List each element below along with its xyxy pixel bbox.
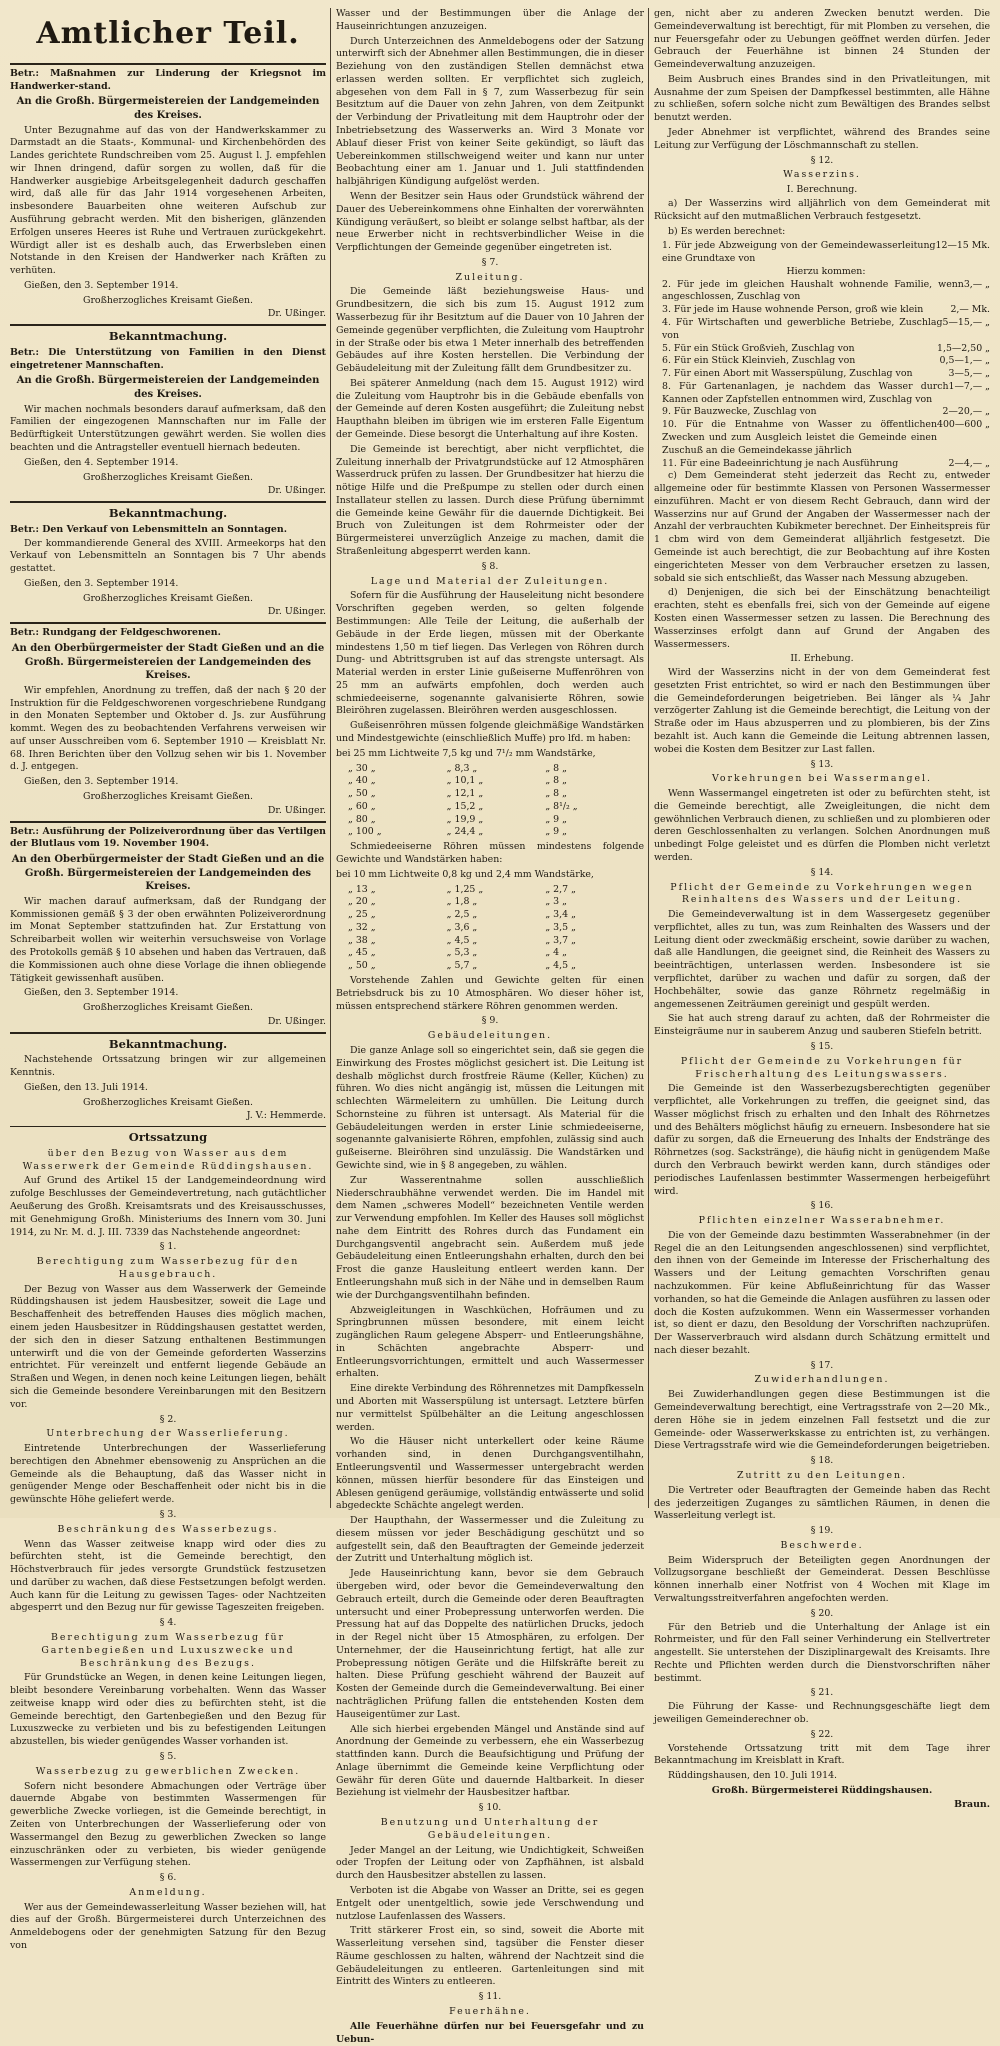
masthead: Amtlicher Teil. xyxy=(36,16,300,51)
paragraph-text: Tritt stärkerer Frost ein, so sind, soweit die Aborte mit Wasserleitung versehen sind, tagsüber die Fenster dieser Räume geschlossen zu halten, während der Nachtzeit sind die Gebäudeleitungen zu entleeren. Gartenleitungen sind mit Eintritt des Winters zu entleeren. xyxy=(336,1925,644,1988)
paragraph-number: § 7. xyxy=(481,256,499,268)
paragraph-number: § 4. xyxy=(159,1617,177,1629)
tariff-row: 11. Für eine Badeeinrichtung je nach Ausführung 2—4,— „ xyxy=(662,457,990,469)
paragraph-heading: Benutzung und Unterhaltung der Gebäudeleitungen. xyxy=(380,1817,600,1841)
paragraph-number: § 14. xyxy=(810,866,834,878)
table-header: bei 25 mm Lichtweite 7,5 kg und 7¹/₂ mm Wandstärke, xyxy=(336,747,596,759)
paragraph-text: Abzweigleitungen in Waschküchen, Hofräumen und zu Springbrunnen müssen besondere, mit einem leicht zugänglichen Raum gelegene Absperr- und Entleerungshähne, in Schächten angebrachte Absperr- und Entleerungsvorrichtungen, ermittelt und auch Wassermesser erhalten. xyxy=(336,1304,644,1380)
paragraph-text: Beim Widerspruch der Beteiligten gegen Anordnungen der Vollzugsorgane beschließt der Gemeinderat. Dessen Beschlüsse können innerhalb einer Notfrist von 4 Wochen mit Klage im Verwaltungsstreitverfahren angefochten werden. xyxy=(654,1554,990,1604)
paragraph-text: Vorstehende Ortssatzung tritt mit dem Tage ihrer Bekanntmachung im Kreisblatt in Kraft. xyxy=(654,1742,990,1767)
paragraph-text: Die Gemeinde ist den Wasserbezugsberechtigten gegenüber verpflichtet, alle Vorkehrungen zu treffen, die geeignet sind, das Wasser möglichst frisch zu erhalten und den Inhalt des Röhrnetzes und des Behälters möglichst häufig zu erneuern. Insbesondere hat sie dafür zu sorgen, daß die Erneuerung des Inhalts der Endstränge des Röhrnetzes (sog. Sackstränge), die häufig nicht in genügendem Maße durch den Verbrauch bewirkt werden kann, durch ständiges oder periodisches Laufenlassen bestimmter Wassermengen herbeigeführt wird. xyxy=(654,1083,990,1197)
paragraph-text: Vorstehende Zahlen und Gewichte gelten für einen Betriebsdruck bis zu 10 Atmosphären. Wo dieser höher ist, müssen entsprechend stärkere Röhren genommen werden. xyxy=(336,975,644,1012)
tariff-list xyxy=(662,240,990,470)
notice-signature: Dr. Ußinger. xyxy=(267,606,326,618)
paragraph-text: Durch Unterzeichnen des Anmeldebogens oder der Satzung unterwirft sich der Abnehmer allen Bestimmungen, die in dieser Beziehung von den zuständigen Stellen demnächst etwa erlassen werden sollten. Er verpflichtet sich zugleich, abgesehen von dem Fall in § 7, zum Wasserbezug für sein Besitztum auf die Dauer von zehn Jahren, von dem Zeitpunkt der Verbindung der Privatleitung mit dem Hauptrohr oder der Inbetriebsetzung des Wasserwerks an. Wird 3 Monate vor Ablauf dieser Frist von keiner Seite gekündigt, so läuft das Uebereinkommen stillschweigend weiter und kann nur unter Beobachtung einer am 1. Januar und 1. Juli stattfindenden halbjährigen Kündigung aufgelöst werden. xyxy=(336,35,644,188)
paragraph-number: § 17. xyxy=(810,1359,834,1371)
paragraph-text: Wenn der Besitzer sein Haus oder Grundstück während der Dauer des Uebereinkommens ohne Einhalten der vorerwähnten Kündigung veräußert, so bleibt er solange selbst haftbar, als der neue Erwerber nicht in rechtsverbindlicher Weise in die Verpflichtungen der Gemeinde gegenüber eingetreten ist. xyxy=(336,190,644,254)
paragraph-text: Alle Feuerhähne dürfen nur bei Feuersgefahr und zu Uebun- xyxy=(336,2020,644,2045)
paragraph-text: b) Es werden berechnet: xyxy=(668,225,786,237)
paragraph-number: § 13. xyxy=(810,758,834,770)
paragraph-number: § 2. xyxy=(159,1413,177,1425)
notice-subject: Betr.: Rundgang der Feldgeschworenen. xyxy=(10,627,221,639)
paragraph-number: § 1. xyxy=(159,1241,177,1253)
paragraph-heading: Unterbrechung der Wasserlieferung. xyxy=(46,1428,290,1440)
paragraph-heading: Anmeldung. xyxy=(129,1886,207,1898)
notice-subject: Betr.: Ausführung der Polizeiverordnung über das Vertilgen der Blutlaus vom 19. November 1904. xyxy=(10,825,326,850)
notice-signature: Dr. Ußinger. xyxy=(267,1015,326,1027)
notice-title: Bekanntmachung. xyxy=(108,1036,228,1051)
notice-addressee: An den Oberbürgermeister der Stadt Gießen und an die Großh. Bürgermeistereien der Landgemeinden des Kreises. xyxy=(11,642,325,682)
notice-subject: Betr.: Den Verkauf von Lebensmitteln an Sonntagen. xyxy=(10,523,287,535)
tariff-row: 7. Für einen Abort mit Wasserspülung, Zuschlag von 3—5,— „ xyxy=(662,368,990,380)
table-row: „ 80 „ „ 19,9 „ „ 9 „ xyxy=(348,813,567,825)
statute-office: Großh. Bürgermeisterei Rüddingshausen. xyxy=(711,1784,933,1796)
table-row: „ 50 „ „ 12,1 „ „ 8 „ xyxy=(348,788,567,800)
notice-4 xyxy=(10,627,326,817)
tariff-row: 2. Für jede im gleichen Haushalt wohnende Familie, wenn angeschlossen, Zuschlag von 3,— „ xyxy=(662,278,990,303)
column-rule xyxy=(648,8,649,1508)
paragraph-text: Eintretende Unterbrechungen der Wasserlieferung berechtigen den Abnehmer ebensowenig zu Ansprüchen an die Gemeinde als die Behauptung, daß das Wasser nicht in genügender Menge oder Beschaffenheit oder nicht bis in die gewünschte Höhe geliefert werde. xyxy=(10,1443,326,1506)
table-row: „ 40 „ „ 10,1 „ „ 8 „ xyxy=(348,775,567,787)
notice-office: Großherzogliches Kreisamt Gießen. xyxy=(82,294,254,306)
table-row: „ 30 „ „ 8,3 „ „ 8 „ xyxy=(348,762,567,774)
paragraph-heading: Vorkehrungen bei Wassermangel. xyxy=(711,773,933,785)
paragraph-number: § 11. xyxy=(478,1991,502,2003)
paragraph-text: Wird der Wasserzins nicht in der von dem Gemeinderat fest gesetzten Frist entrichtet, so wird er nach den Bestimmungen über die Gemeindeforderungen beigetrieben. Bei länger als ¼ Jahr verzögerter Zahlung ist die Gemeinde berechtigt, die Leitung von der Straße oder im Haus abzusperren und zu plombieren, bis der Zins bezahlt ist. Auch kann die Gemeinde die Leitung abtrennen lassen, wobei die Kosten dem Besitzer zur Last fallen. xyxy=(654,667,990,755)
paragraph-number: § 20. xyxy=(810,1607,834,1619)
notice-addressee: An die Großh. Bürgermeistereien der Landgemeinden des Kreises. xyxy=(16,375,320,401)
notice-subject: Betr.: Die Unterstützung von Familien in den Dienst eingetretener Mannschaften. xyxy=(10,346,326,371)
paragraph-heading: Pflicht der Gemeinde zu Vorkehrungen für Frischerhaltung des Leitungswassers. xyxy=(680,1055,964,1080)
paragraph-text: Sie hat auch streng darauf zu achten, daß der Rohrmeister die Einsteigräume nur in sauberem Anzug und sauberen Stiefeln betritt. xyxy=(654,1013,990,1038)
table-row: „ 45 „ „ 5,3 „ „ 4 „ xyxy=(348,947,567,959)
paragraph-text: Wenn Wassermangel eingetreten ist oder zu befürchten steht, ist die Gemeinde berechtigt, alle Zweigleitungen, die nicht dem gewöhnlichen Verbrauch dienen, zu schließen und zu plombieren oder deren Geschlossenhalten zu verlangen. Solchen Anordnungen muß unbedingt Folge geleistet und es dürfen die Plomben nicht verletzt werden. xyxy=(654,788,990,863)
divider xyxy=(10,821,326,823)
statute-date: Rüddingshausen, den 10. Juli 1914. xyxy=(668,1770,838,1782)
paragraph-number: § 5. xyxy=(159,1751,177,1763)
tariff-row: 3. Für jede im Hause wohnende Person, groß wie klein 2,— Mk. xyxy=(662,304,990,316)
paragraph-heading: Berechtigung zum Wasserbezug für den Hausgebrauch. xyxy=(36,1256,300,1280)
tariff-row: 6. Für ein Stück Kleinvieh, Zuschlag von 0,5—1,— „ xyxy=(662,355,990,367)
divider xyxy=(10,1126,326,1127)
paragraph-text: Bei späterer Anmeldung (nach dem 15. August 1912) wird die Zuleitung vom Hauptrohr bis in die Gebäude ebenfalls von der Gemeinde auf deren Kosten ausgeführt; die Zuleitung nebst Haupthahn bleiben im übrigen wie im ersteren Falle Eigentum der Gemeinde. Diese besorgt die Unterhaltung auf ihre Kosten. xyxy=(336,377,644,440)
paragraph-text: gen, nicht aber zu anderen Zwecken benutzt werden. Die Gemeindeverwaltung ist berechtigt, für mit Plomben zu versehen, die nur Feuersgefahr oder zu Uebungen geöffnet werden dürfen. Jeder Gebrauch der Feuerhähne ist binnen 24 Stunden der Gemeindeverwaltung anzuzeigen. xyxy=(654,8,990,71)
divider xyxy=(10,622,326,624)
divider xyxy=(10,1032,326,1034)
table-row: „ 50 „ „ 5,7 „ „ 4,5 „ xyxy=(348,960,576,972)
tariff-row: 4. Für Wirtschaften und gewerbliche Betriebe, Zuschlag von 5—15,— „ xyxy=(662,316,990,341)
paragraph-text: Die ganze Anlage soll so eingerichtet sein, daß sie gegen die Einwirkung des Frostes möglichst gesichert ist. Die Leitung ist deshalb möglichst durch frostfreie Räume (Keller, Küchen) zu führen. Wo dies nicht angängig ist, müssen die Leitungen mit schlechten Wärmeleitern zu umhüllen. Die Leitung durch Schornsteine zu führen ist untersagt. Als Material für die Gebäudeleitungen werden in erster Linie schmiedeeiserne, sogenannte galvanisierte Röhren, empfohlen, zulässig sind auch gußeiserne. Bleiröhren sind unzulässig. Die Wandstärken und Gewichte sind, wie in § 8 angegeben, zu wählen. xyxy=(336,1044,644,1171)
statute-title: Ortssatzung xyxy=(128,1130,208,1145)
section-heading: I. Berechnung. xyxy=(786,184,858,196)
tariff-row: 8. Für Gartenanlagen, je nachdem das Wasser durch Kannen oder Zapfstellen entnommen wird, Zuschlag von 1—7,— „ xyxy=(662,380,990,405)
paragraph-text: Bei Zuwiderhandlungen gegen diese Bestimmungen ist die Gemeindeverwaltung berechtigt, eine Vertragsstrafe von 2—20 Mk., deren Höhe sie in jedem einzelnen Fall festsetzt und die zur Gemeinde- oder Wasserwerkskasse zu entrichten ist, zu verhängen. Diese Vertragsstrafe wird wie die Gemeindeforderungen beigetrieben. xyxy=(654,1389,990,1452)
paragraph-number: § 3. xyxy=(159,1508,177,1520)
table-row: „ 13 „ „ 1,25 „ „ 2,7 „ xyxy=(348,883,576,895)
notice-signature: J. V.: Hemmerde. xyxy=(246,1110,326,1122)
paragraph-text: Sofern nicht besondere Abmachungen oder Verträge über dauernde Abgabe von bestimmten Wassermengen für gewerbliche Zwecke vorliegen, ist die Gemeinde berechtigt, in Zeiten von Unterbrechungen der Wasserlieferung oder von Wassermangel den Bezug zu gewerblichen Zwecken so lange einzuschränken oder zu verbieten, bis wieder genügende Wassermengen zur Verfügung stehen. xyxy=(10,1780,326,1869)
notice-date: Gießen, den 3. September 1914. xyxy=(24,987,179,999)
notice-date: Gießen, den 3. September 1914. xyxy=(24,776,179,788)
paragraph-text: Schmiedeeiserne Röhren müssen mindestens folgende Gewichte und Wandstärken haben: xyxy=(336,841,644,865)
steel-pipe-table xyxy=(348,884,644,973)
paragraph-heading: Beschränkung des Wasserbezugs. xyxy=(57,1523,279,1535)
paragraph-number: § 18. xyxy=(810,1455,834,1467)
paragraph-text: Verboten ist die Abgabe von Wasser an Dritte, sei es gegen Entgelt oder unentgeltlich, sowie jede Verschwendung und nutzlose Laufenlassen des Wassers. xyxy=(336,1884,644,1922)
notice-office: Großherzogliches Kreisamt Gießen. xyxy=(82,1002,254,1014)
notice-signature: Dr. Ußinger. xyxy=(267,485,326,497)
paragraph-text: Der Haupthahn, der Wassermesser und die Zuleitung zu diesem müssen vor jeder Beschädigung geschützt und so aufgestellt sein, daß den Beauftragten der Gemeinde jederzeit der Zutritt und Unterhaltung möglich ist. xyxy=(336,1515,644,1565)
paragraph-heading: Wasserzins. xyxy=(783,169,861,181)
paragraph-text: Sofern für die Ausführung der Hauseleitung nicht besondere Vorschriften gegeben werden, so gelten folgende Bestimmungen: Alle Teile der Leitung, die außerhalb der Gebäude in der Erde liegen, müssen mit der Oberkante mindestens 1,50 m tief liegen. Das Verlegen von Röhren durch Dung- und Abtrittsgruben ist auf das strengste untersagt. Als Material werden in erster Linie gußeiserne Muffenröhren von 25 mm an aufwärts empfohlen, doch werden auch schmiedeeiserne, sogenannte galvanisierte Röhren, sowie Bleiröhren zugelassen. Bleiröhren werden ausgeschlossen. xyxy=(336,590,644,717)
ortssatzung xyxy=(10,1130,326,1953)
paragraph-heading: Feuerhähne. xyxy=(449,2005,531,2017)
paragraph-number: § 15. xyxy=(810,1040,834,1052)
notice-2 xyxy=(10,329,326,498)
paragraph-number: § 19. xyxy=(810,1525,834,1537)
statute-signature: Braun. xyxy=(954,1798,990,1810)
paragraph-heading: Beschwerde. xyxy=(780,1539,864,1551)
notice-addressee: An die Großh. Bürgermeistereien der Landgemeinden des Kreises. xyxy=(16,96,320,121)
notice-text: Wir empfehlen, Anordnung zu treffen, daß der nach § 20 der Instruktion für die Feldgeschworenen vorgeschriebene Rundgang in den Monaten September und Oktober d. Js. zur Ausführung kommt. Wegen des zu beobachtenden Verfahrens verweisen wir auf unser Ausschreiben vom 6. September 1910 — Kreisblatt Nr. 68. Ihren Berichten über den Vollzug sehen wir bis 1. November d. J. entgegen. xyxy=(10,684,326,773)
column-1 xyxy=(10,8,326,1951)
notice-6 xyxy=(10,1037,326,1124)
paragraph-number: § 16. xyxy=(810,1200,834,1212)
paragraph-heading: Lage und Material der Zuleitungen. xyxy=(370,575,610,587)
notice-title: Bekanntmachung. xyxy=(108,329,228,344)
notice-signature: Dr. Ußinger. xyxy=(267,804,326,816)
notice-text: Nachstehende Ortssatzung bringen wir zur allgemeinen Kenntnis. xyxy=(10,1054,326,1079)
paragraph-text: Die Gemeinde ist berechtigt, aber nicht verpflichtet, die Zuleitung innerhalb der Privatgrundstücke auf 12 Atmosphären Wasserdruck prüfen zu lassen. Der Grundbesitzer hat hierzu die nötige Hilfe und die Preßpumpe zu stellen oder durch einen Installateur stellen zu lassen. Durch diese Prüfung übernimmt die Gemeinde keine Gewähr für die dauernde Dichtigkeit. Bei Bruch von Zuleitungen ist dem Rohrmeister oder der Bürgermeisterei unverzüglich Anzeige zu machen, damit die Straßenleitung abgesperrt werden kann. xyxy=(336,443,644,558)
notice-text: Der kommandierende General des XVIII. Armeekorps hat den Verkauf von Lebensmitteln an Sonntagen bis 7 Uhr abends gestattet. xyxy=(10,537,326,575)
paragraph-text: Zur Wasserentnahme sollen ausschließlich Niederschraubhähne verwendet werden. Die im Handel mit dem Namen „schweres Modell“ bezeichneten Ventile werden zur Verwendung empfohlen. Im Keller des Hauses soll möglichst nahe dem Eintritt des Rohres durch das Fundament ein Durchgangsventil angebracht sein. Außerdem muß jede Gebäudeleitung einen Entleerungshahn erhalten, durch den bei Frost die ganze Hausleitung entleert werden kann. Der Entleerungshahn muß sich in der Nähe und in demselben Raum wie der Durchgangsventilhahn befinden. xyxy=(336,1174,644,1301)
paragraph-text: Beim Ausbruch eines Brandes sind in den Privatleitungen, mit Ausnahme der zum Speisen der Dampfkessel bestimmten, alle Hähne zu schließen, sofern solche nicht zum Bewältigen des Brandes selbst benutzt werden. xyxy=(654,73,990,124)
tariff-row: 10. Für die Entnahme von Wasser zu öffentlichen Zwecken und zum Ausgleich leistet die Gemeinde einen Zuschuß an die Gemeindekasse jährlich 400—600 „ xyxy=(662,419,990,456)
paragraph-number: § 9. xyxy=(481,1015,499,1027)
table-row: „ 25 „ „ 2,5 „ „ 3,4 „ xyxy=(348,909,576,921)
table-row: „ 20 „ „ 1,8 „ „ 3 „ xyxy=(348,896,567,908)
paragraph-heading: Zutritt zu den Leitungen. xyxy=(736,1469,908,1481)
column-rule xyxy=(330,8,331,1508)
notice-date: Gießen, den 13. Juli 1914. xyxy=(24,1081,148,1093)
paragraph-heading: Wasserbezug zu gewerblichen Zwecken. xyxy=(35,1765,301,1777)
paragraph-text: Für Grundstücke an Wegen, in denen keine Leitungen liegen, bleibt besondere Vereinbarung vorbehalten. Wenn das Wasser zeitweise knapp wird oder dies zu befürchten steht, ist die Gemeinde berechtigt, den Gartenbegießen und den Bezug für Luxuszwecke zu verbieten und bis zu befestigenden Leitungen abzustellen, bis wieder genügendes Wasser vorhanden ist. xyxy=(10,1672,326,1748)
paragraph-text: Eine direkte Verbindung des Röhrennetzes mit Dampfkesseln und Aborten mit Wasserspülung ist untersagt. Letztere bürfen nur vermittelst Spülbehälter an die Leitung angeschlossen werden. xyxy=(336,1383,644,1433)
notice-date: Gießen, den 4. September 1914. xyxy=(24,456,179,468)
paragraph-number: § 22. xyxy=(810,1728,834,1740)
table-row: „ 38 „ „ 4,5 „ „ 3,7 „ xyxy=(348,934,576,946)
paragraph-text: Für den Betrieb und die Unterhaltung der Anlage ist ein Rohrmeister, und für den Fall seiner Verhinderung ein Stellvertreter angestellt. Sie unterstehen der Disziplinargewalt des Kreisamts. Ihre Rechte und Pflichten werden durch die Dienstvorschriften näher bestimmt. xyxy=(654,1621,990,1684)
paragraph-text: d) Denjenigen, die sich bei der Einschätzung benachteiligt erachten, steht es ebenfalls frei, sich von der Gemeinde auf eigene Kosten einen Wassermesser setzen zu lassen. Die Berechnung des Wasserzinses erfolgt dann auf Grund der Angaben des Wassermessers. xyxy=(654,587,990,650)
paragraph-heading: Pflichten einzelner Wasserabnehmer. xyxy=(698,1215,946,1227)
paragraph-text: Die Gemeindeverwaltung ist in dem Wassergesetz gegenüber verpflichtet, alles zu tun, was zum Reinhalten des Wassers und der Leitung dient oder zweckmäßig erscheint, sowie darüber zu wachen, daß alle Handlungen, die geeignet sind, die Reinheit des Wassers zu beeinträchtigen, unterlassen werden. Insbesondere ist sie verpflichtet, darüber zu wachen und dafür zu sorgen, daß der Hochbehälter, sowie das ganze Röhrnetz regelmäßig in angemessenen Zeiträumen gereinigt und gespült werden. xyxy=(654,909,990,1010)
notice-office: Großherzogliches Kreisamt Gießen. xyxy=(82,471,254,483)
column-2 xyxy=(336,8,644,2045)
notice-title: Bekanntmachung. xyxy=(108,506,228,521)
notice-office: Großherzogliches Kreisamt Gießen. xyxy=(82,592,254,604)
notice-3 xyxy=(10,506,326,619)
paragraph-text: Wasser und der Bestimmungen über die Anlage der Hauseinrichtungen anzuzeigen. xyxy=(336,8,644,32)
table-header: bei 10 mm Lichtweite 0,8 kg und 2,4 mm Wandstärke, xyxy=(336,868,594,880)
notice-1 xyxy=(10,68,326,321)
notice-office: Großherzogliches Kreisamt Gießen. xyxy=(82,791,254,803)
notice-5 xyxy=(10,826,326,1029)
paragraph-number: § 8. xyxy=(481,560,499,572)
paragraph-text: Wenn das Wasser zeitweise knapp wird oder dies zu befürchten steht, ist die Gemeinde berechtigt, den Höchstverbrauch für jedes versorgte Grundstück festzusetzen und darüber zu wachen, daß diese Festsetzungen befolgt werden. Auch kann für die Leitung zu gewissen Tages- oder Nachtzeiten abgesperrt und den Bezug nur für gewisse Tageszeiten freigeben. xyxy=(10,1538,326,1614)
notice-date: Gießen, den 3. September 1914. xyxy=(24,279,179,291)
paragraph-text: Wo die Häuser nicht unterkellert oder keine Räume vorhanden sind, in denen Durchgangsventilhahn, Entleerungsventil und Wassermesser untergebracht werden können, müssen hierfür besondere für das Einsteigen und Ablesen genügend geräumige, vollständig entwässerte und solid abgedeckte Schächte angelegt werden. xyxy=(336,1436,644,1512)
tariff-row: 9. Für Bauzwecke, Zuschlag von 2—20,— „ xyxy=(662,406,990,418)
paragraph-text: a) Der Wasserzins wird alljährlich von dem Gemeinderat mit Rücksicht auf den mutmaßlichen Verbrauch festgesetzt. xyxy=(654,197,990,222)
divider xyxy=(10,324,326,326)
statute-subtitle: über den Bezug von Wasser aus dem Wasserwerk der Gemeinde Rüddingshausen. xyxy=(22,1147,314,1172)
paragraph-number: § 6. xyxy=(159,1872,177,1884)
paragraph-text: Wer aus der Gemeindewasserleitung Wasser beziehen will, hat dies auf der Großh. Bürgermeisterei durch Unterzeichnen des Anmeldebogens oder der genehmigten Satzung für den Bezug von xyxy=(10,1901,326,1951)
paragraph-text: Die Gemeinde läßt beziehungsweise Haus- und Grundbesitzern, die sich bis zum 15. August 1912 zum Wasserbezug für ihr Besitztum auf die Dauer von 10 Jahren der Gemeinde gegenüber verpflichten, die Zuleitung vom Hauptrohr in der Straße oder bis etwa 1 Meter innerhalb des betreffenden Gebäudes auf ihre Kosten herstellen. Die Verbindung der Gebäudeleitung mit der Zuleitung fällt dem Grundbesitzer zu. xyxy=(336,286,644,375)
column-3 xyxy=(654,8,990,1810)
paragraph-text: Jeder Mangel an der Leitung, wie Undichtigkeit, Schweißen oder Tropfen der Leitung oder von Zapfhähnen, ist alsbald durch den Hausbesitzer abstellen zu lassen. xyxy=(336,1844,644,1882)
paragraph-text: Jede Hauseinrichtung kann, bevor sie dem Gebrauch übergeben wird, oder bevor die Gemeindeverwaltung den Gebrauch erteilt, durch die Gemeinde oder deren Beauftragten untersucht und einer Probepressung unterworfen werden. Die Pressung hat auf das Doppelte des natürlichen Drucks, jedoch in der Regel nicht über 15 Atmosphären, zu erfolgen. Der Unternehmer, der die Hauseinrichtung fertigt, hat alle zur Probepressung nötigen Geräte und die Hilfskräfte bereit zu halten. Diese Prüfung geschieht während der Bauzeit auf Kosten der Gemeinde durch die Gemeindeverwaltung. Bei einer nachträglichen Prüfung fallen die entstehenden Kosten dem Hauseigentümer zur Last. xyxy=(336,1568,644,1720)
paragraph-heading: Gebäudeleitungen. xyxy=(427,1030,553,1042)
table-row: „ 32 „ „ 3,6 „ „ 3,5 „ xyxy=(348,921,576,933)
paragraph-text: Die Führung der Kasse- und Rechnungsgeschäfte liegt dem jeweiligen Gemeinderechner ob. xyxy=(654,1701,990,1725)
paragraph-number: § 21. xyxy=(810,1687,834,1699)
paragraph-heading: Berechtigung zum Wasserbezug für Gartenbegießen und Luxuszwecke und Beschränkung des Bezugs. xyxy=(41,1632,295,1669)
tariff-row: 5. Für ein Stück Großvieh, Zuschlag von 1,5—2,50 „ xyxy=(662,342,990,354)
notice-date: Gießen, den 3. September 1914. xyxy=(24,577,179,589)
paragraph-text: Die Vertreter oder Beauftragten der Gemeinde haben das Recht des jederzeitigen Zuganges zu sämtlichen Räumen, in denen die Wasserleitung verlegt ist. xyxy=(654,1484,990,1522)
notice-text: Unter Bezugnahme auf das von der Handwerkskammer zu Darmstadt an die Staats-, Kommunal- und Kirchenbehörden des Landes gerichtete Rundschreiben vom 25. August l. J. empfehlen wir Ihnen dringend, dafür sorgen zu wollen, daß für die Handwerker ausgiebige Arbeitsgelegenheit dadurch geschaffen wird, daß alle für das Jahr 1914 vorgesehenen Arbeiten, insbesondere Bauarbeiten ohne weiteren Aufschub zur Ausführung gebracht werden. Mit den bisherigen, glänzenden Erfolgen unseres Heeres ist Ruhe und Vertrauen zurückgekehrt. Würdigt aller ist es deshalb auch, das Erwerbsleben einen Notstande in den Kreisen der Handwerker nach Kräften zu verhüten. xyxy=(10,124,326,277)
statute-intro: Auf Grund des Artikel 15 der Landgemeindeordnung wird zufolge Beschlusses der Gemeindevertretung, nach gutächtlicher Aeußerung des Großh. Kreisamtsrats und des Kreisausschusses, mit Genehmigung Großh. Ministeriums des Innern vom 30. Juni 1914, zu Nr. M. d. J. III. 7339 das Nachstehende angeordnet: xyxy=(10,1175,326,1238)
paragraph-heading: Pflicht der Gemeinde zu Vorkehrungen wegen Reinhaltens des Wassers und der Leitung. xyxy=(670,881,974,906)
paragraph-heading: Zuleitung. xyxy=(455,271,525,283)
paragraph-text: Jeder Abnehmer ist verpflichtet, während des Brandes seine Leitung zur Verfügung der Löschmannschaft zu stellen. xyxy=(654,127,990,151)
cast-iron-pipe-table xyxy=(348,763,644,840)
notice-text: Wir machen darauf aufmerksam, daß der Rundgang der Kommissionen gemäß § 3 der oben erwähnten Polizeiverordnung im Monat September stattzufinden hat. Zur Erstattung von Schreibarbeit wollen wir weiterhin versuchsweise von Vorlage des Protokolls gemäß § 10 absehen und haben das Vertrauen, daß die Kommissionen auch ohne diese Vorlage die ihnen obliegende Tätigkeit gewissenhaft ausüben. xyxy=(10,895,326,984)
section-heading: II. Erhebung. xyxy=(790,653,854,665)
notice-addressee: An den Oberbürgermeister der Stadt Gießen und an die Großh. Bürgermeistereien der Landgemeinden des Kreises. xyxy=(11,854,325,893)
paragraph-text: Alle sich hierbei ergebenden Mängel und Anstände sind auf Anordnung der Gemeinde zu verbessern, ehe ein Wasserbezug stattfinden kann. Durch die Beaufsichtigung und Prüfung der Anlage übernimmt die Gemeinde keine Verpflichtung oder Gewähr für deren Güte und dauernde Haltbarkeit. In dieser Beziehung ist vielmehr der Hausbesitzer haftbar. xyxy=(336,1723,644,1799)
table-row: „ 60 „ „ 15,2 „ „ 8¹/₂ „ xyxy=(348,800,578,812)
notice-subject: Betr.: Maßnahmen zur Linderung der Kriegsnot im Handwerker-stand. xyxy=(10,67,326,92)
paragraph-text: c) Dem Gemeinderat steht jederzeit das Recht zu, entweder allgemeine oder für bestimmte Klassen von Personen Wassermesser einzuführen. Macht er von diesem Recht Gebrauch, dann wird der Wasserzins nur auf Grund der Angaben der Wassermesser nach der Anzahl der verbrauchten Kubikmeter berechnet. Der Einheitspreis für 1 cbm wird von dem Gemeinderat alljährlich festgesetzt. Die Gemeinde ist auch berechtigt, die zur Beobachtung auf ihre Kosten eingerichteten Messer von dem Verbraucher ersetzen zu lassen, sobald sie sich entschließt, das Wasser nach Messung abzugeben. xyxy=(654,470,990,584)
paragraph-text: Gußeisenröhren müssen folgende gleichmäßige Wandstärken und Mindestgewichte (einschließlich Muffe) pro lfd. m haben: xyxy=(336,720,644,744)
paragraph-heading: Zuwiderhandlungen. xyxy=(754,1374,890,1386)
paragraph-text: Der Bezug von Wasser aus dem Wasserwerk der Gemeinde Rüddingshausen ist jedem Hausbesitzer, soweit die Lage und Beschaffenheit des betreffenden Hauses dies möglich machen, einem jeden Hausbesitzer in Rüddingshausen gestattet werden, der sich den in dieser Satzung enthaltenen Bestimmungen unterwirft und die von der Gemeinde geforderten Wasserzins entrichtet. Für vereinzelt und entfernt liegende Gebäude an Straßen und Wegen, in denen noch keine Leitungen liegen, behält sich die Gemeinde besondere Vereinbarungen mit den Besitzern vor. xyxy=(10,1283,326,1410)
paragraph-number: § 12. xyxy=(810,154,834,166)
tariff-row: Hierzu kommen: xyxy=(786,265,866,277)
notice-office: Großherzogliches Kreisamt Gießen. xyxy=(82,1096,254,1108)
notice-text: Wir machen nochmals besonders darauf aufmerksam, daß den Familien der eingezogenen Mannschaften nur im Falle der Bedürftigkeit Unterstützungen gewährt werden. Sie wollen dies beachten und die Antragsteller eventuell hiernach bedeuten. xyxy=(10,403,326,453)
tariff-row: 1. Für jede Abzweigung von der Gemeindewasserleitung eine Grundtaxe von 12—15 Mk. xyxy=(662,240,990,265)
notice-signature: Dr. Ußinger. xyxy=(267,308,326,320)
paragraph-number: § 10. xyxy=(478,1802,502,1814)
paragraph-text: Die von der Gemeinde dazu bestimmten Wasserabnehmer (in der Regel die an den Leitungsenden angeschlossenen) sind verpflichtet, den ihnen von der Gemeinde im Interesse der Frischerhaltung des Wassers und der Leitung gemachten Vorschriften genau nachzukommen. Für keine Abflußeinrichtung für das Wasser vorhanden, so hat die Gemeinde die Anlagen ausführen zu lassen oder doch die Kosten aufzukommen. Wenn ein Wassermesser vorhanden ist, so dient er dazu, den Besoldung der Vorschriften nachzuprüfen. Der Wasserverbrauch wird alsdann durch Schätzung ermittelt und nach dieser bezahlt. xyxy=(654,1229,990,1356)
divider xyxy=(10,63,326,65)
table-row: „ 100 „ „ 24,4 „ „ 9 „ xyxy=(348,826,567,838)
divider xyxy=(10,501,326,503)
